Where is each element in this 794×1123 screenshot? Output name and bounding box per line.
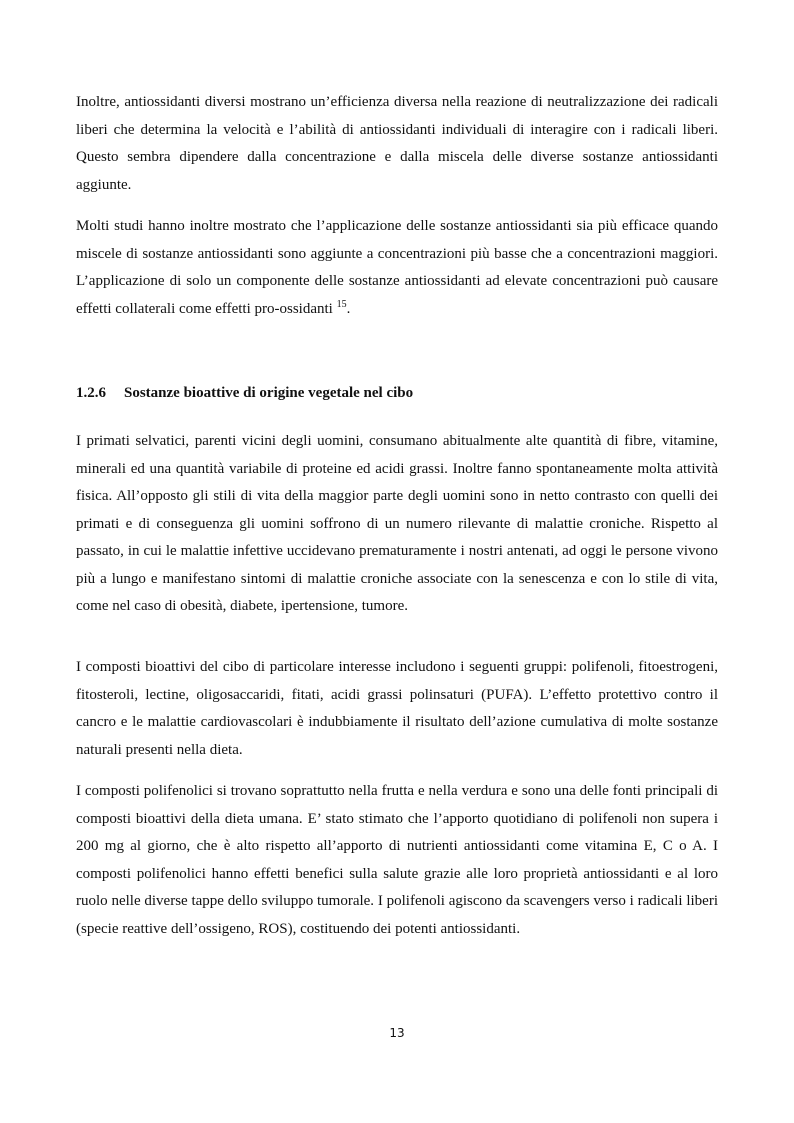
section-title: Sostanze bioattive di origine vegetale nel cibo (124, 385, 414, 401)
paragraph-polyphenols: I composti polifenolici si trovano soprattutto nella frutta e nella verdura e sono una delle fonti principali di composti bioattivi della dieta umana. E’ stato stimato che l’apporto quotidiano di polifenoli non supera i 200 mg al giorno, che è alto rispetto all’apporto di nutrienti antiossidanti come vitamina E, C o A. I composti polifenolici hanno effetti benefici sulla salute grazie alle loro proprietà antiossidanti e al loro ruolo nelle diverse tappe dello sviluppo tumorale. I polifenoli agiscono da scavengers verso i radicali liberi (specie reattive dell’ossigeno, ROS), costituendo dei potenti antiossidanti. (76, 783, 718, 937)
footnote-reference: 15 (336, 298, 347, 310)
page-number: 13 (389, 1026, 405, 1040)
paragraph-end-punctuation: . (346, 300, 351, 317)
paragraph-bioactive-compounds: I composti bioattivi del cibo di particolare interesse includono i seguenti gruppi: polifenoli, fitoestrogeni, fitosteroli, lectine, oligosaccaridi, fitati, acidi grassi polinsaturi (PUFA). L’effetto protettivo contro il cancro e le malattie cardiovascolari è indubbiamente il risultato dell’azione cumulativa di molte sostanze naturali presenti nella dieta. (76, 659, 718, 758)
paragraph-antioxidant-efficiency: Inoltre, antiossidanti diversi mostrano un’efficienza diversa nella reazione di neutralizzazione dei radicali liberi che determina la velocità e l’abilità di antiossidanti individuali di interagire con i radicali liberi. Questo sembra dipendere dalla concentrazione e dalla miscela delle diverse sostanze antiossidanti aggiunte. (76, 94, 718, 193)
paragraph-wild-primates: I primati selvatici, parenti vicini degli uomini, consumano abitualmente alte quantità di fibre, vitamine, minerali ed una quantità variabile di proteine ed acidi grassi. Inoltre fanno spontaneamente molta attività fisica. All’opposto gli stili di vita della maggior parte degli uomini sono in netto contrasto con quelli dei primati e di conseguenza gli uomini soffrono di un numero rilevante di malattie croniche. Rispetto al passato, in cui le malattie infettive uccidevano prematuramente i nostri antenati, ad oggi le persone vivono più a lungo e manifestano sintomi di malattie croniche associate con la senescenza e con lo stile di vita, come nel caso di obesità, diabete, ipertensione, tumore. (76, 433, 718, 614)
paragraph-antioxidant-mixtures (76, 213, 718, 323)
paragraph-antioxidant-mixtures-text: Molti studi hanno inoltre mostrato che l’applicazione delle sostanze antiossidanti sia più efficace quando miscele di sostanze antiossidanti sono aggiunte a concentrazioni più basse che a concentrazioni maggiori. L’applicazione di solo un componente delle sostanze antiossidanti ad elevate concentrazioni può causare effetti collaterali come effetti pro-ossidanti (76, 218, 718, 317)
section-number: 1.2.6 (76, 385, 106, 401)
section-heading (76, 380, 718, 408)
